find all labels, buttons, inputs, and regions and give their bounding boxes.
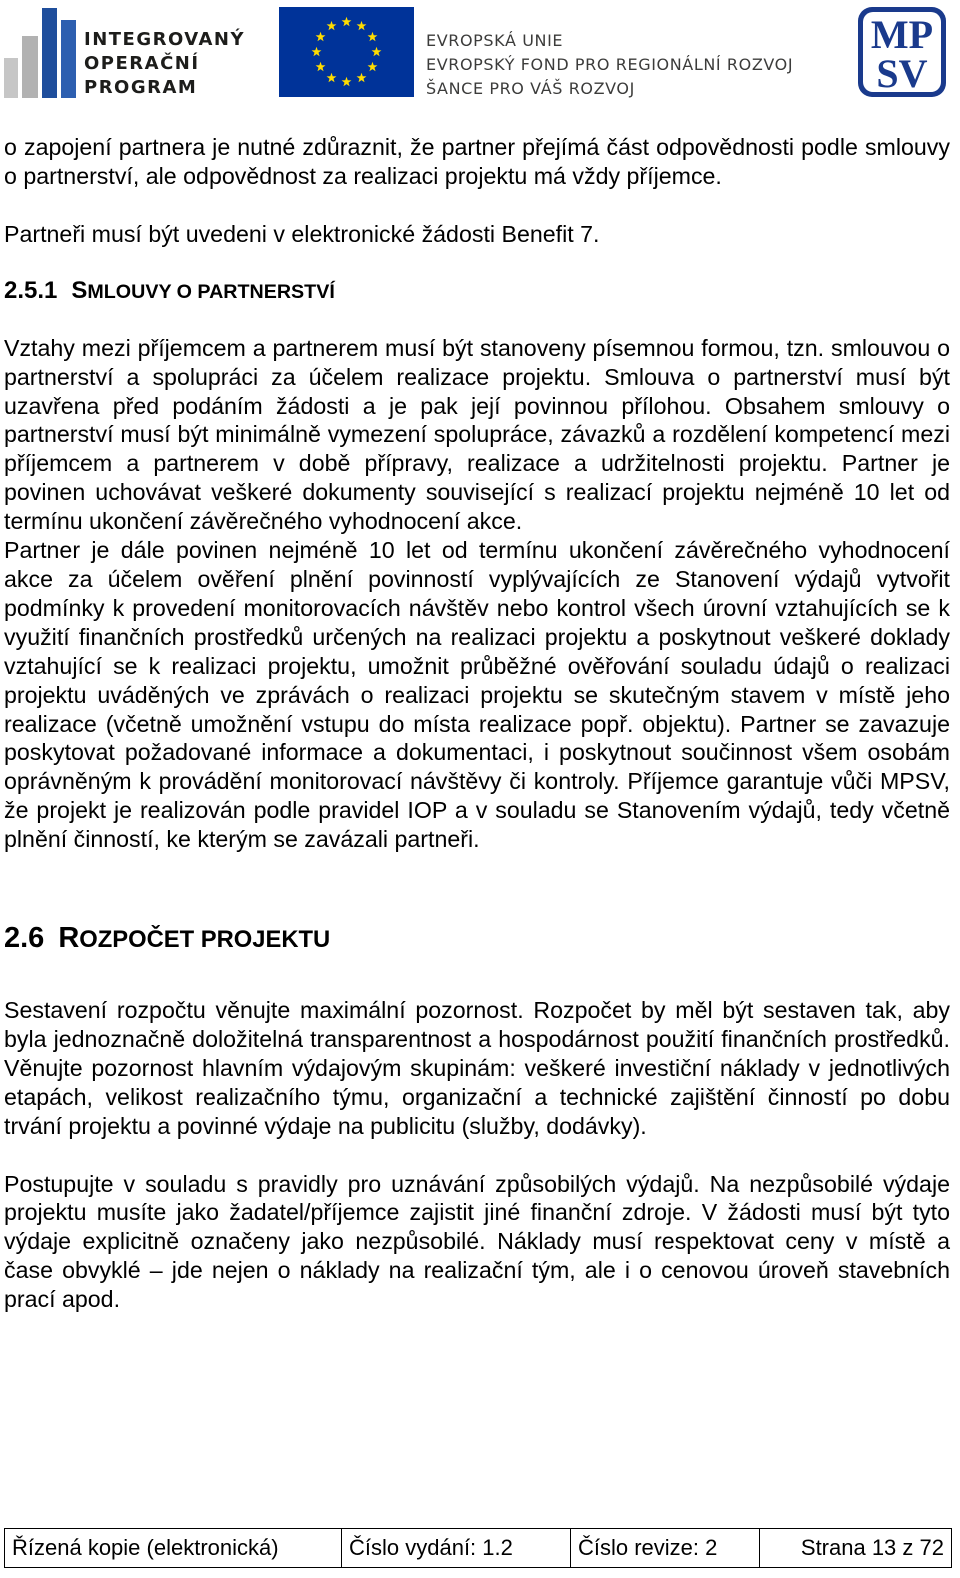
eu-flag-icon bbox=[279, 7, 414, 97]
section-title-rest: MLOUVY O PARTNERSTVÍ bbox=[87, 280, 335, 303]
eu-logo-text bbox=[426, 29, 793, 101]
section-heading-2-6 bbox=[4, 922, 950, 956]
mpsv-logo bbox=[856, 5, 948, 99]
footer-revision-number: Číslo revize: 2 bbox=[571, 1529, 760, 1568]
section-heading-2-5-1 bbox=[4, 249, 950, 334]
eu-logo-line: ŠANCE PRO VÁŠ ROZVOJ bbox=[426, 79, 635, 98]
eu-logo-line: EVROPSKÝ FOND PRO REGIONÁLNÍ ROZVOJ bbox=[426, 55, 794, 74]
iop-logo-line: OPERAČNÍ bbox=[84, 53, 200, 74]
paragraph: Partner je dále povinen nejméně 10 let od termínu ukončení závěrečného vyhodnocení akce za účelem ověření plnění povinností vyplývajících ze Stanovení výdajů vytvořit podmínky k provedení monitorovacích návštěv nebo kontrol všech úrovní vztahujících se k využití finančních prostředků určených na realizaci projektu a poskytnout veškeré doklady vztahující se k realizaci projektu, umožnit průběžné ověřování souladu údajů o realizaci projektu uváděných ve zprávách o realizaci projektu se skutečným stavem v místě jeho realizace (včetně umožnění vstupu do místa realizace popř. objektu). Partner se zavazuje poskytovat požadované informace a dokumentaci, i poskytnout součinnost všem osobám oprávněným k provádění monitorovací návštěvy či kontroly. Příjemce garantuje vůči MPSV, že projekt je realizován podle pravidel IOP a v souladu se Stanovením výdajů, tedy včetně plnění činností, ke kterým se zavázali partneři. bbox=[4, 537, 950, 853]
mpsv-logo-bottom: SV bbox=[876, 51, 928, 96]
footer-issue-number: Číslo vydání: 1.2 bbox=[342, 1529, 571, 1568]
mpsv-logo-top: MP bbox=[870, 12, 934, 57]
section-title-initial: S bbox=[71, 276, 88, 304]
iop-logo-line: INTEGROVANÝ bbox=[84, 29, 246, 50]
paragraph: Postupujte v souladu s pravidly pro uznávání způsobilých výdajů. Na nezpůsobilé výdaje projektu musíte jako žadatel/příjemce zajistit jiné finanční zdroje. V žádosti musí být tyto výdaje explicitně označeny jako nezpůsobilé. Náklady musí respektovat ceny v místě a čase obvyklé – jde nejen o náklady na realizační tým, ale i o cenovou úroveň stavebních prací apod. bbox=[4, 1170, 950, 1313]
section-number: 2.5.1 bbox=[4, 276, 58, 304]
document-footer bbox=[4, 1528, 952, 1568]
iop-logo-bars-icon bbox=[4, 8, 76, 98]
section-title-initial: R bbox=[58, 922, 80, 955]
paragraph: Vztahy mezi příjemcem a partnerem musí být stanoveny písemnou formou, tzn. smlouvou o partnerství a spolupráci za účelem realizace projektu. Smlouva o partnerství musí být uzavřena před podáním žádosti a je pak její povinnou přílohou. Obsahem smlouvy o partnerství musí být minimálně vymezení spolupráce, závazků a rozdělení kompetencí mezi příjemcem a partnerem v době přípravy, realizace a udržitelnosti projektu. Partner je povinen uchovávat veškeré dokumenty související s realizací projektu nejméně 10 let od termínu ukončení závěrečného vyhodnocení akce. bbox=[4, 334, 950, 535]
iop-logo bbox=[4, 8, 254, 98]
paragraph: Sestavení rozpočtu věnujte maximální pozornost. Rozpočet by měl být sestaven tak, aby byla jednoznačně doložitelná transparentnost a hospodárnost použití finančních prostředků. Věnujte pozornost hlavním výdajovým skupinám: veškeré investiční náklady v jednotlivých etapách, velikost realizačního týmu, organizační a technické zajištění činností po dobu trvání projektu a povinné výdaje na publicitu (služby, dodávky). bbox=[4, 997, 950, 1139]
document-body bbox=[4, 133, 950, 1314]
iop-logo-line: PROGRAM bbox=[84, 77, 198, 98]
paragraph: o zapojení partnera je nutné zdůraznit, že partner přejímá část odpovědnosti podle smlouvy o partnerství, ale odpovědnost za realizaci projektu má vždy příjemce. bbox=[4, 134, 950, 189]
footer-page-number: Strana 13 z 72 bbox=[760, 1529, 952, 1568]
section-number: 2.6 bbox=[4, 922, 45, 955]
eu-logo-line: EVROPSKÁ UNIE bbox=[426, 31, 564, 50]
footer-copy-type: Řízená kopie (elektronická) bbox=[5, 1529, 342, 1568]
page-header bbox=[0, 0, 960, 110]
section-title-rest: OZPOČET PROJEKTU bbox=[79, 926, 331, 954]
paragraph: Partneři musí být uvedeni v elektronické žádosti Benefit 7. bbox=[4, 220, 600, 247]
iop-logo-text bbox=[84, 28, 245, 100]
